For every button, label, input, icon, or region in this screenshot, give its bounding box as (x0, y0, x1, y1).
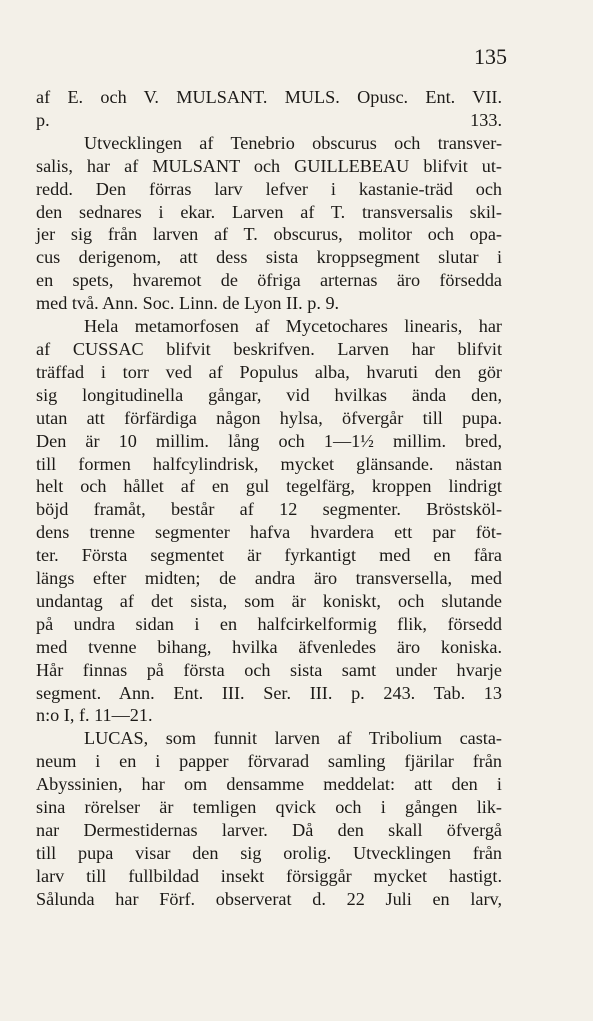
text-line: jer sig från larven af T. obscurus, molitor och opa- (36, 224, 502, 245)
text-line: n:o I, f. 11—21. (36, 705, 153, 726)
text-line: böjd framåt, består af 12 segmenter. Bröstsköl- (36, 499, 502, 520)
text-line: Sålunda har Förf. observerat d. 22 Juli en larv, (36, 888, 502, 909)
body-text (36, 86, 502, 911)
text-line: sig longitudinella gångar, vid hvilkas ända den, (36, 384, 502, 405)
text-line: en spets, hvaremot de öfriga arternas äro försedda (36, 270, 502, 291)
text-line: ter. Första segmentet är fyrkantigt med en fåra (36, 545, 502, 566)
text-line: till formen halfcylindrisk, mycket glänsande. nästan (36, 453, 502, 474)
text-line: redd. Den förras larv lefver i kastanie-träd och (36, 178, 502, 199)
text-line: Hår finnas på första och sista samt under hvarje (36, 659, 502, 680)
text-line: med tvenne bihang, hvilka äfvenledes äro koniska. (36, 636, 502, 657)
text-line: larv till fullbildad insekt försiggår mycket hastigt. (36, 865, 502, 886)
text-line: till pupa visar den sig orolig. Utvecklingen från (36, 842, 502, 863)
text-line: längs efter midten; de andra äro transversella, med (36, 568, 502, 589)
text-line: Den är 10 millim. lång och 1—1½ millim. bred, (36, 430, 502, 451)
text-line: med två. Ann. Soc. Linn. de Lyon II. p. 9. (36, 293, 340, 314)
text-line: af CUSSAC blifvit beskrifven. Larven har blifvit (36, 338, 502, 359)
text-line: på undra sidan i en halfcirkelformig flik, försedd (36, 613, 502, 634)
text-line: undantag af det sista, som är koniskt, och slutande (36, 590, 502, 611)
text-line: af E. och V. MULSANT. MULS. Opusc. Ent. VII. (36, 87, 502, 107)
text-line: dens trenne segmenter hafva hvardera ett par föt- (36, 522, 502, 543)
text-line: utan att förfärdiga någon hylsa, öfvergår till pupa. (36, 407, 502, 428)
page-number: 135 (474, 44, 507, 69)
text-line: Utvecklingen af Tenebrio obscurus och transver- (84, 132, 502, 153)
text-line: Abyssinien, har om densamme meddelat: att den i (36, 774, 502, 795)
text-line: den sednares i ekar. Larven af T. transversalis skil- (36, 201, 502, 222)
text-line: cus derigenom, att dess sista kroppsegment slutar i (36, 247, 502, 268)
text-line: Hela metamorfosen af Mycetochares linearis, har (84, 316, 502, 337)
text-line: segment. Ann. Ent. III. Ser. III. p. 243. Tab. 13 (36, 682, 502, 703)
text-line: nar Dermestidernas larver. Då den skall öfvergå (36, 820, 502, 840)
text-line: p. 133. (36, 109, 502, 130)
text-line: salis, har af MULSANT och GUILLEBEAU blifvit ut- (36, 155, 502, 176)
text-line: träffad i torr ved af Populus alba, hvaruti den gör (36, 361, 502, 382)
text-line: neum i en i papper förvarad samling fjärilar från (36, 751, 502, 772)
text-line: sina rörelser är temligen qvick och i gången lik- (36, 797, 502, 818)
text-line: LUCAS, som funnit larven af Tribolium casta- (84, 728, 502, 749)
text-line: helt och hållet af en gul tegelfärg, kroppen lindrigt (36, 476, 502, 497)
